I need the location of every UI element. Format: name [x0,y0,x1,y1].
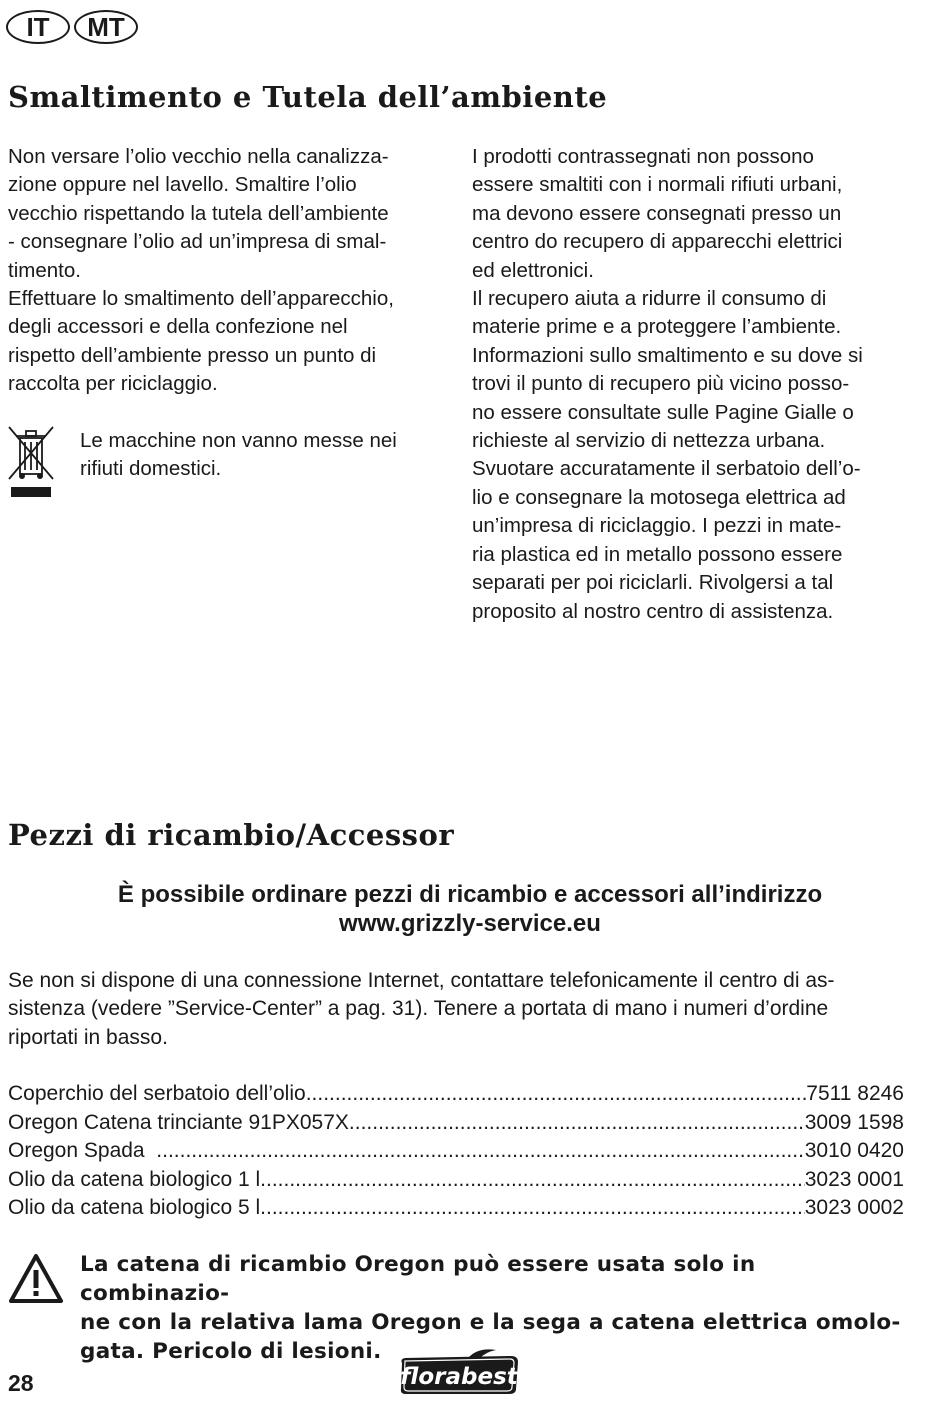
part-number: 3023 0002 [804,1196,904,1219]
spare-parts-list [8,1080,904,1223]
dot-leader [260,1194,805,1223]
text-line: Informazioni sullo smaltimento e su dove si [472,343,863,367]
text-line: sistenza (vedere ”Service-Center” a pag. 31). Tenere a portata di mano i numeri d’ordine [8,997,829,1021]
text-line: timento. [8,258,81,282]
crossed-bin-icon [6,424,56,505]
page-number: 28 [8,1370,34,1396]
text-line: ed elettronici. [472,258,594,282]
part-name: Olio da catena biologico 5 l [8,1196,261,1219]
text-line: Svuotare accuratamente il serbatoio dell’o- [472,457,861,481]
text-line: ria plastica ed in metallo possono essere [472,542,843,566]
part-number: 3010 0420 [804,1139,904,1162]
text-line: vecchio rispettando la tutela dell’ambiente [8,201,389,225]
text-line: I prodotti contrassegnati non possono [472,145,814,168]
list-item [8,1109,904,1138]
text-line: La catena di ricambio Oregon può essere usata solo in combinazio- [80,1252,756,1306]
part-number: 7511 8246 [806,1082,904,1105]
text-line: riportati in basso. [8,1025,168,1049]
language-badge-it: IT [6,10,70,44]
text-line: raccolta per riciclaggio. [8,372,218,396]
text-line: Effettuare lo smaltimento dell’apparecchio, [8,287,394,311]
disposal-title: Smaltimento e Tutela dell’ambiente [8,80,608,114]
part-name: Coperchio del serbatoio dell’olio [8,1082,306,1105]
text-line: zione oppure nel lavello. Smaltire l’olio [8,173,357,197]
text-line: un’impresa di riciclaggio. I pezzi in mate- [472,514,842,538]
florabest-logo [396,1349,524,1402]
text-line: rispetto dell’ambiente presso un punto di [8,343,377,367]
disposal-right-column [472,143,912,626]
part-number: 3009 1598 [804,1110,904,1134]
text-line: gata. Pericolo di lesioni. [80,1339,382,1364]
list-item [8,1137,904,1166]
text-line: Non versare l’olio vecchio nella canalizza- [8,145,389,168]
language-badges [6,10,138,44]
disposal-left-column [8,143,453,399]
text-line: no essere consultate sulle Pagine Gialle o [472,400,854,424]
text-line: Se non si dispone di una connessione Internet, contattare telefonicamente il centro di as- [8,969,835,992]
list-item [8,1166,904,1195]
part-name: Oregon Spada [8,1139,157,1162]
text-line: - consegnare l’olio ad un’impresa di smal- [8,230,387,254]
order-info-line: È possibile ordinare pezzi di ricambio e accessori all’indirizzo [117,881,823,908]
text-line: degli accessori e della confezione nel [8,315,348,339]
text-line: essere smaltiti con i normali rifiuti urbani, [472,173,843,197]
text-line: rifiuti domestici. [80,457,222,481]
spare-parts-intro [8,967,928,1052]
part-name: Oregon Catena trinciante 91PX057X [8,1110,349,1134]
bin-note [80,427,460,484]
list-item [8,1194,904,1223]
text-line: proposito al nostro centro di assistenza. [472,599,834,623]
part-number: 3023 0001 [804,1167,904,1191]
warning-icon [8,1253,64,1310]
order-info [0,880,940,938]
text-line: Il recupero aiuta a ridurre il consumo di [472,287,827,311]
part-name: Olio da catena biologico 1 l [8,1167,261,1191]
text-line: ne con la relativa lama Oregon e la sega a catena elettrica omolo- [80,1310,901,1335]
text-line: trovi il punto di recupero più vicino posso- [472,372,850,396]
text-line: centro do recupero di apparecchi elettrici [472,230,843,254]
text-line: ma devono essere consegnati presso un [472,201,842,225]
text-line: materie prime e a proteggere l’ambiente. [472,315,842,339]
text-line: lio e consegnare la motosega elettrica ad [472,485,846,509]
dot-leader [306,1080,807,1109]
text-line: Le macchine non vanno messe nei [80,429,397,452]
service-website-link[interactable]: www.grizzly-service.eu [339,910,601,937]
dot-leader [156,1137,804,1166]
language-badge-mt: MT [74,10,138,44]
dot-leader [260,1166,805,1195]
brand-name: florabest [400,1364,518,1390]
text-line: separati per poi riciclarli. Rivolgersi a tal [472,571,834,595]
spare-parts-title: Pezzi di ricambio/Accessor [8,818,455,852]
text-line: richieste al servizio di nettezza urbana. [472,429,826,453]
list-item [8,1080,904,1109]
dot-leader [349,1109,805,1138]
